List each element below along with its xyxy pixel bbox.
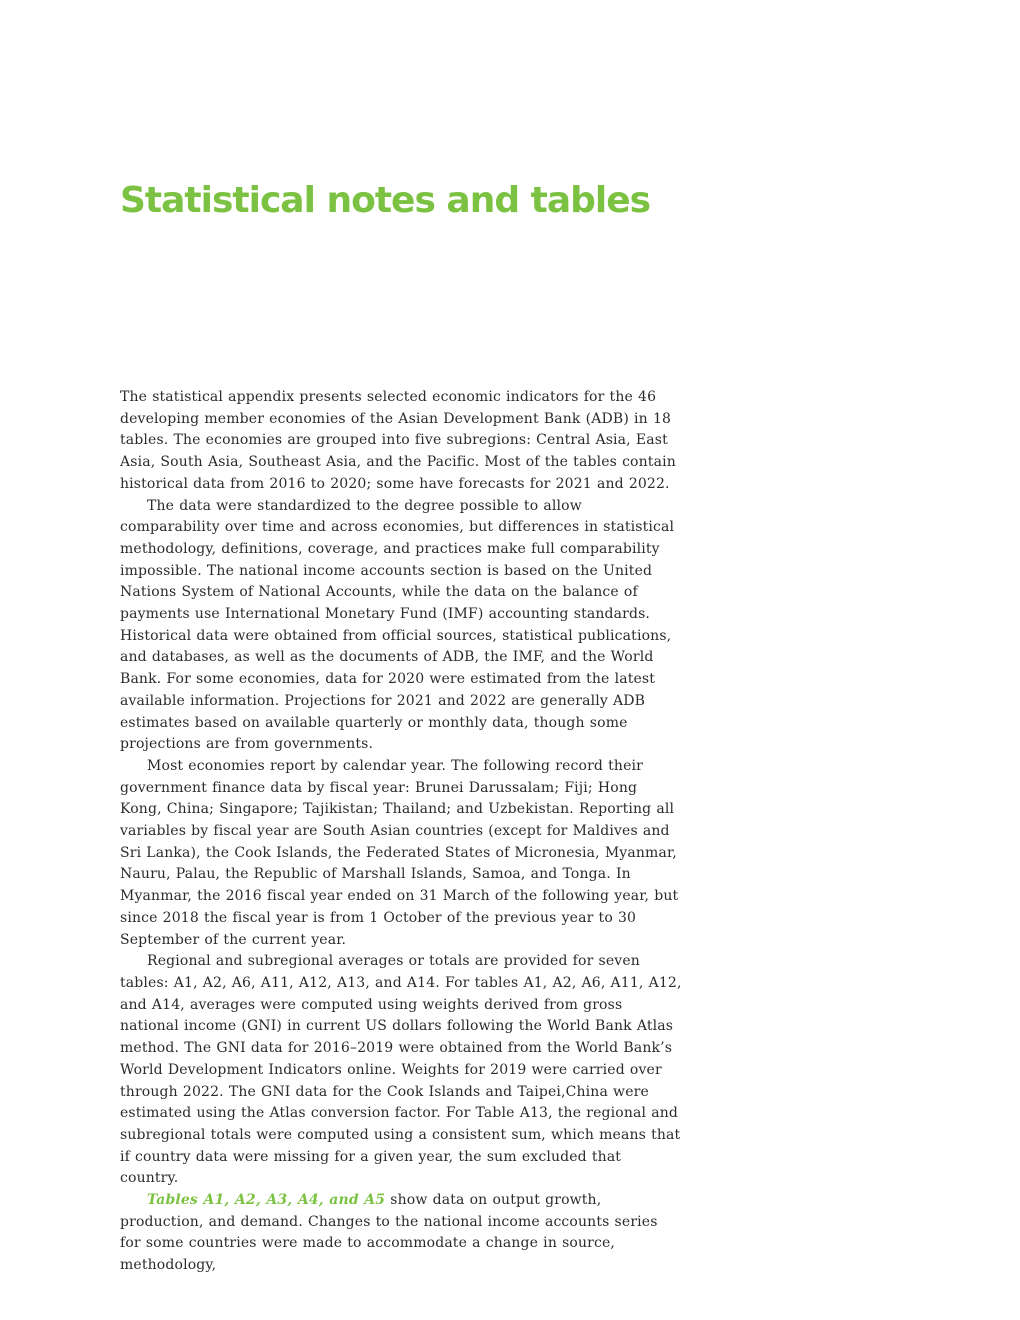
page-title: Statistical notes and tables	[120, 180, 651, 221]
paragraph-data-standards: The data were standardized to the degree possible to allow comparability over time and across economies, but differences in statistical methodology, definitions, coverage, and practices make full comparability impossible. The national income accounts section is based on the United Nations System of National Accounts, while the data on the balance of payments use International Monetary Fund (IMF) accounting standards. Historical data were obtained from official sources, statistical publications, and databases, as well as the documents of ADB, the IMF, and the World Bank. For some economies, data for 2020 were estimated from the latest available information. Projections for 2021 and 2022 are generally ADB estimates based on available quarterly or monthly data, though some projections are from governments.	[120, 497, 675, 753]
paragraph-tables-output-text: show data on output growth, production, and demand. Changes to the national income accounts series for some countries were made to accommodate a change in source, methodology,	[120, 1192, 658, 1274]
paragraph-tables-output	[120, 1190, 682, 1277]
paragraph-fiscal-year: Most economies report by calendar year. The following record their government finance data by fiscal year: Brunei Darussalam; Fiji; Hong Kong, China; Singapore; Tajikistan; Thailand; and Uzbekistan. Reporting all variables by fiscal year are South Asian countries (except for Maldives and Sri Lanka), the Cook Islands, the Federated States of Micronesia, Myanmar, Nauru, Palau, the Republic of Marshall Islands, Samoa, and Tonga. In Myanmar, the 2016 fiscal year ended on 31 March of the following year, but since 2018 the fiscal year is from 1 October of the previous year to 30 September of the current year.	[120, 757, 679, 948]
tables-a1-a5-link[interactable]: Tables A1, A2, A3, A4, and A5	[147, 1192, 386, 1209]
body-text	[120, 387, 682, 1277]
paragraph-intro: The statistical appendix presents selected economic indicators for the 46 developing member economies of the Asian Development Bank (ADB) in 18 tables. The economies are grouped into five subregions: Central Asia, East Asia, South Asia, Southeast Asia, and the Pacific. Most of the tables contain historical data from 2016 to 2020; some have forecasts for 2021 and 2022.	[120, 389, 676, 492]
paragraph-regional-averages: Regional and subregional averages or totals are provided for seven tables: A1, A2, A6, A11, A12, A13, and A14. For tables A1, A2, A6, A11, A12, and A14, averages were computed using weights derived from gross national income (GNI) in current US dollars following the World Bank Atlas method. The GNI data for 2016–2019 were obtained from the World Bank’s World Development Indicators online. Weights for 2019 were carried over through 2022. The GNI data for the Cook Islands and Taipei,China were estimated using the Atlas conversion factor. For Table A13, the regional and subregional totals were computed using a consistent sum, which means that if country data were missing for a given year, the sum excluded that country.	[120, 953, 682, 1187]
